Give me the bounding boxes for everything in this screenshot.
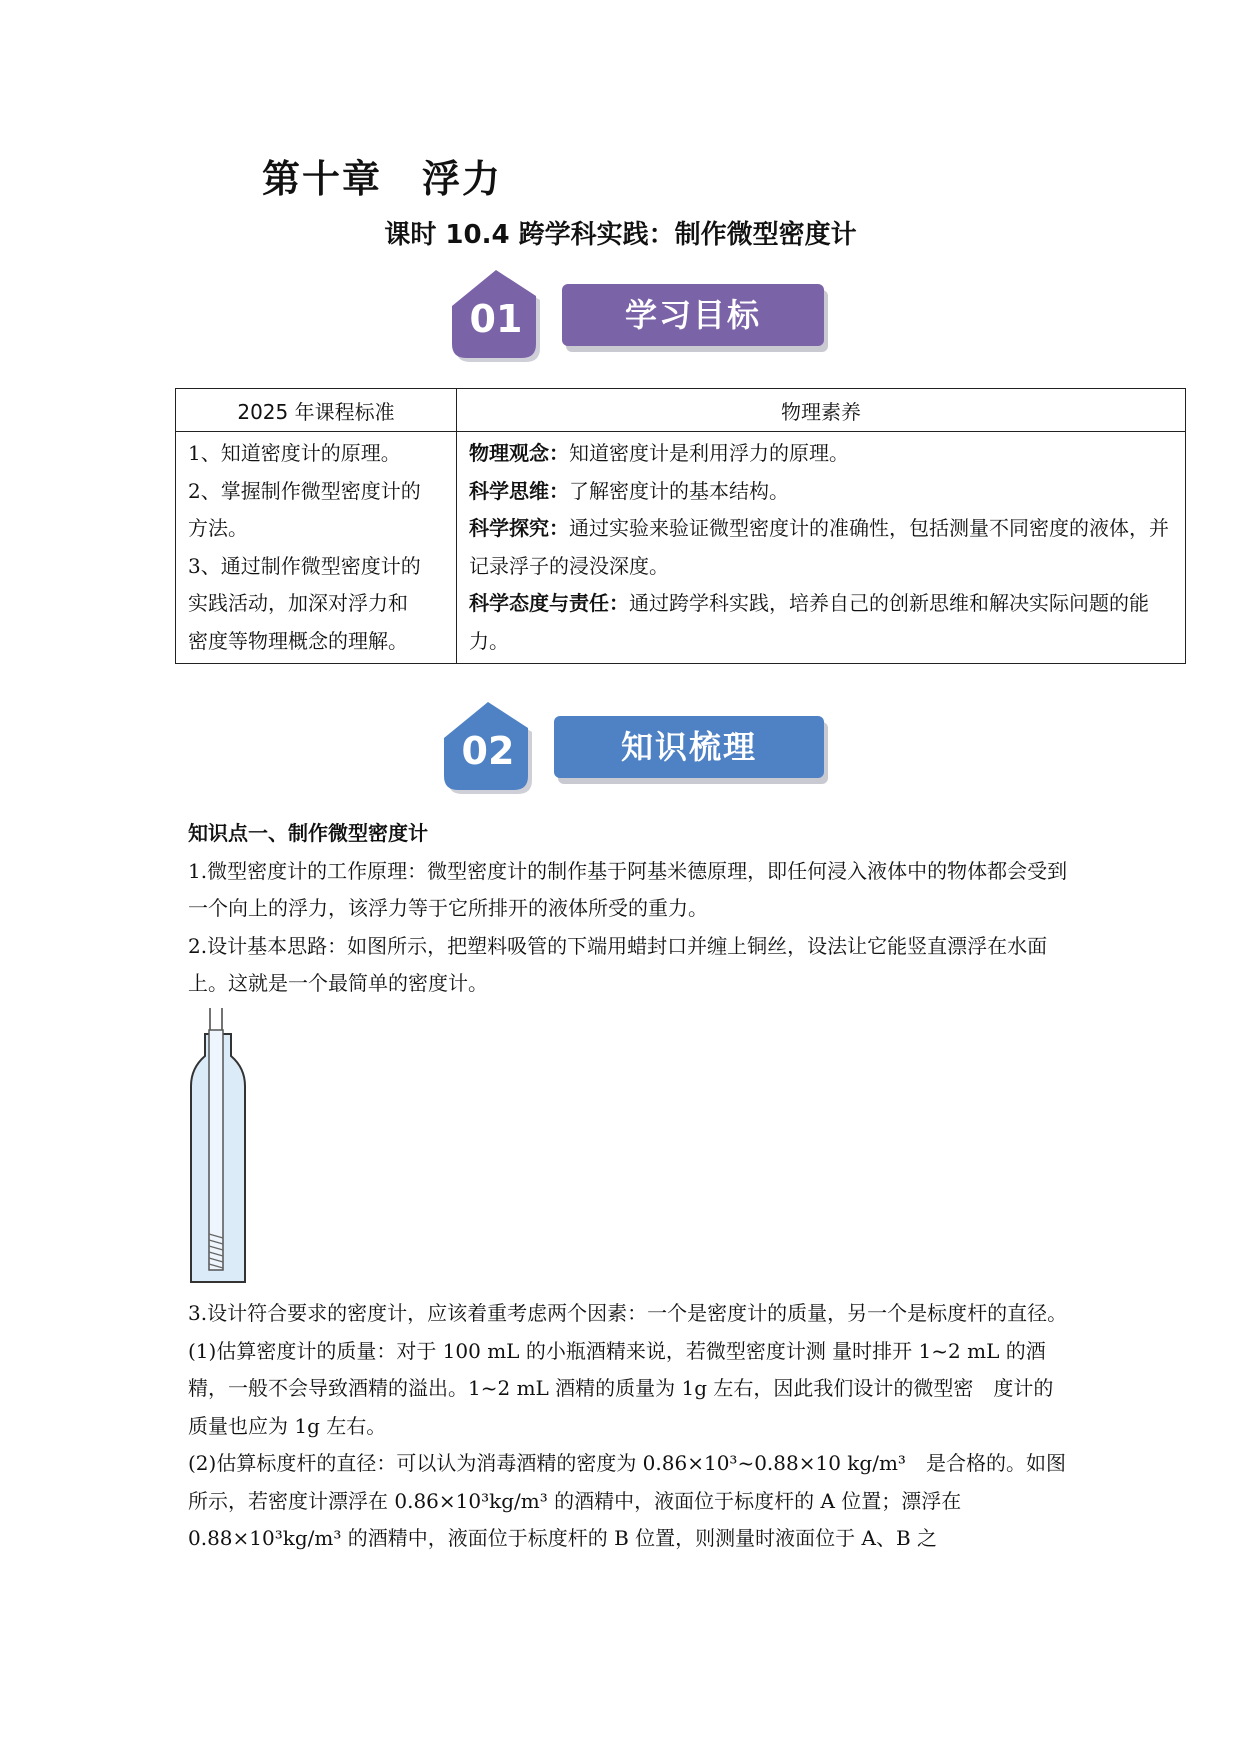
knowledge-point-title: 知识点一、制作微型密度计 <box>188 821 428 845</box>
number-badge-icon <box>442 702 538 798</box>
standard-line: 方法。 <box>188 516 248 540</box>
table-header-standard: 2025 年课程标准 <box>176 389 457 432</box>
standard-line: 3、通过制作微型密度计的 <box>188 553 421 578</box>
paragraph-factors: 3.设计符合要求的密度计，应该着重考虑两个因素：一个是密度计的质量，另一个是标度杆的直径。 <box>188 1301 1068 1325</box>
hydrometer-figure <box>185 1008 255 1288</box>
standard-line: 实践活动，加深对浮力和 <box>188 591 408 615</box>
literacy-text: 通过跨学科实践，培养自己的创新思维和解决实际问题的能力。 <box>469 591 1149 653</box>
banner-knowledge <box>442 702 832 802</box>
banner-label: 学习目标 <box>562 284 824 346</box>
literacy-item <box>469 473 1173 511</box>
table-header-literacy: 物理素养 <box>457 389 1186 432</box>
knowledge-section-top <box>188 815 1068 1003</box>
paragraph-design: 2.设计基本思路：如图所示，把塑料吸管的下端用蜡封口并缠上铜丝，设法让它能竖直漂浮在水面上。这就是一个最简单的密度计。 <box>188 933 1048 995</box>
knowledge-section-bottom <box>188 1295 1068 1558</box>
literacy-text: 知道密度计是利用浮力的原理。 <box>569 441 849 465</box>
banner-number: 01 <box>469 297 523 341</box>
literacy-text: 了解密度计的基本结构。 <box>569 478 789 503</box>
paragraph-diameter-estimate: (2)估算标度杆的直径：可以认为消毒酒精的密度为 0.86×10³~0.88×10 kg/m³ 是合格的。如图所示，若密度计漂浮在 0.86×10³kg/m³ 的酒精中，液面位于标度杆的 A 位置；漂浮在 0.88×10³kg/m³ 的酒精中，液面位于标度杆的 B 位置，则测量时液面位于 A、B 之 <box>188 1451 1066 1550</box>
paragraph-principle: 1.微型密度计的工作原理：微型密度计的制作基于阿基米德原理，即任何浸入液体中的物体都会受到一个向上的浮力，该浮力等于它所排开的液体所受的重力。 <box>188 858 1068 920</box>
paragraph-mass-estimate: (1)估算密度计的质量：对于 100 mL 的小瓶酒精来说，若微型密度计测 量时排开 1~2 mL 的酒精，一般不会导致酒精的溢出。1~2 mL 酒精的质量为 1g 左右，因此我们设计的微型密 度计的质量也应为 1g 左右。 <box>188 1338 1054 1438</box>
literacy-text: 通过实验来验证微型密度计的准确性，包括测量不同密度的液体，并记录浮子的浸没深度。 <box>469 516 1169 578</box>
standard-line: 密度等物理概念的理解。 <box>188 628 408 653</box>
literacy-item <box>469 585 1173 660</box>
chapter-title: 第十章 浮力 <box>262 157 503 201</box>
standard-line: 2、掌握制作微型密度计的 <box>188 478 421 503</box>
literacy-tag: 科学思维： <box>469 478 569 503</box>
literacy-cell <box>457 432 1186 664</box>
literacy-item <box>469 435 1173 473</box>
literacy-tag: 物理观念： <box>469 441 569 465</box>
standard-cell <box>176 432 457 664</box>
banner-learning-goals <box>450 270 830 370</box>
literacy-item <box>469 510 1173 585</box>
literacy-tag: 科学态度与责任： <box>469 591 629 615</box>
literacy-tag: 科学探究： <box>469 516 569 540</box>
number-badge-icon <box>450 270 546 366</box>
banner-label: 知识梳理 <box>554 716 824 778</box>
standard-line: 1、知道密度计的原理。 <box>188 441 401 465</box>
curriculum-table <box>175 388 1186 664</box>
lesson-title: 课时 10.4 跨学科实践：制作微型密度计 <box>384 220 857 250</box>
banner-number: 02 <box>461 729 515 773</box>
